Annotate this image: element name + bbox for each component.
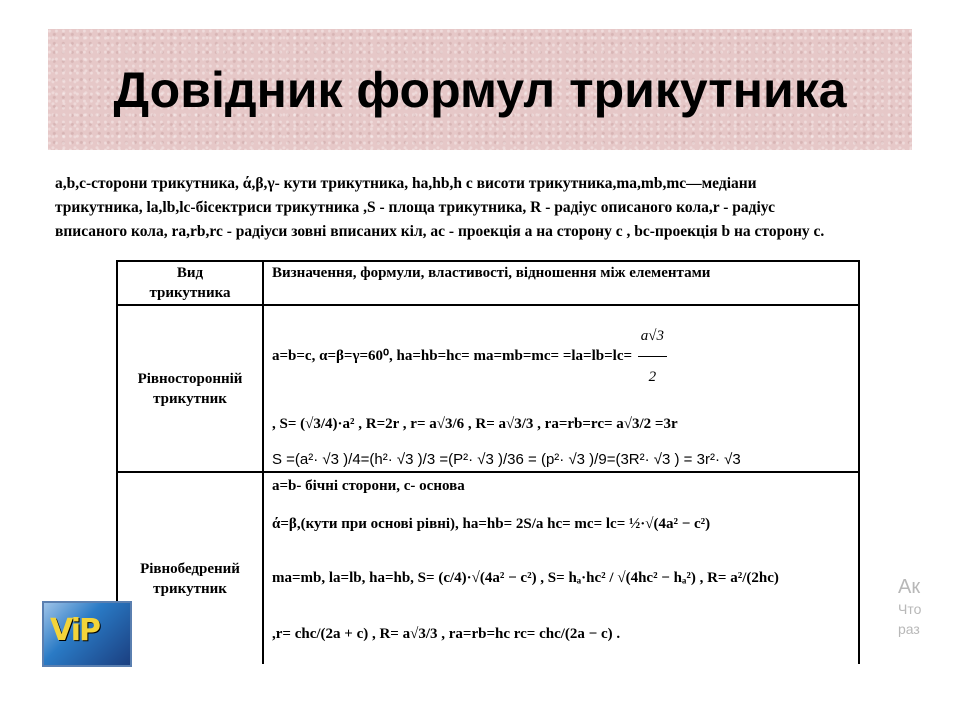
page-title: Довідник формул трикутника [113,62,847,118]
formula-table [116,260,860,664]
formula-line: ma=mb, la=lb, ha=hb, S= (c/4)·√(4a² − c²) , S= hₐ·hc² / √(4hc² − hₐ²) , R= a²/(2hc) [272,570,779,586]
kind-isosceles-line-2: трикутник [153,581,227,597]
kind-isosceles-line-1: Рівнобедрений [140,561,240,577]
watermark-line-3: раз [898,621,920,637]
logo-text: ViP [50,613,99,648]
header-desc-cell [263,261,859,305]
formulas-cell-equilateral [263,305,859,472]
formula-line: S =(a²· √3 )/4=(h²· √3 )/3 =(P²· √3 )/36 = (p²· √3 )/9=(3R²· √3 ) = 3r²· √3 [272,451,741,468]
kind-equilateral-line-2: трикутник [153,390,227,407]
fraction-numerator: a√3 [638,316,667,357]
formula-line: ά=β,(кути при основі рівні), ha=hb= 2S/a hc= mc= lc= ½·√(4a² − c²) [272,516,711,532]
watermark-line-1: Ак [898,576,921,598]
legend-text [55,172,925,244]
header-kind-cell [117,261,263,305]
legend-line-2: трикутника, la,lb,lc-бісектриси трикутника ,S - площа трикутника, R - радіус описаного кола,r - радіус [55,199,775,216]
legend-line-3: вписаного кола, ra,rb,rc - радіуси зовні вписаних кіл, ac - проекція а на сторону с , bc-проекція b на сторону с. [55,223,825,240]
formulas-cell-isosceles [263,472,859,664]
windows-activation-watermark [898,575,960,639]
header-desc: Визначення, формули, властивості, відношення між елементами [272,265,711,281]
fraction-denominator: 2 [648,369,657,385]
watermark-line-2: Что [898,601,922,617]
legend-line-1: a,b,c-сторони трикутника, ά,β,γ- кути трикутника, ha,hb,h c висоти трикутника,ma,mb,mc—медіани [55,175,757,192]
formula-text: a=b=c, α=β=γ=60⁰, ha=hb=hc= ma=mb=mc= =la=lb=lc= [272,347,633,364]
logo [42,601,132,667]
formula-line: ,r= chc/(2a + c) , R= a√3/3 , ra=rb=hc rc= chc/(2a − c) . [272,626,621,642]
header-kind-line-2: трикутника [149,285,231,301]
formula-line [264,316,858,397]
formula-line: , S= (√3/4)·a² , R=2r , r= a√3/6 , R= a√3/3 , ra=rb=rc= a√3/2 =3r [272,416,678,432]
kind-cell-isosceles [117,472,263,664]
fraction [638,316,667,397]
kind-equilateral-line-1: Рівносторонній [137,370,243,387]
table-row-isosceles [117,472,859,664]
formula-line: a=b- бічні сторони, c- основа [272,478,465,494]
table-row-equilateral [117,305,859,472]
kind-cell-equilateral [117,305,263,472]
table-header-row [117,261,859,305]
title-banner [48,29,912,150]
header-kind-line-1: Вид [176,265,204,281]
